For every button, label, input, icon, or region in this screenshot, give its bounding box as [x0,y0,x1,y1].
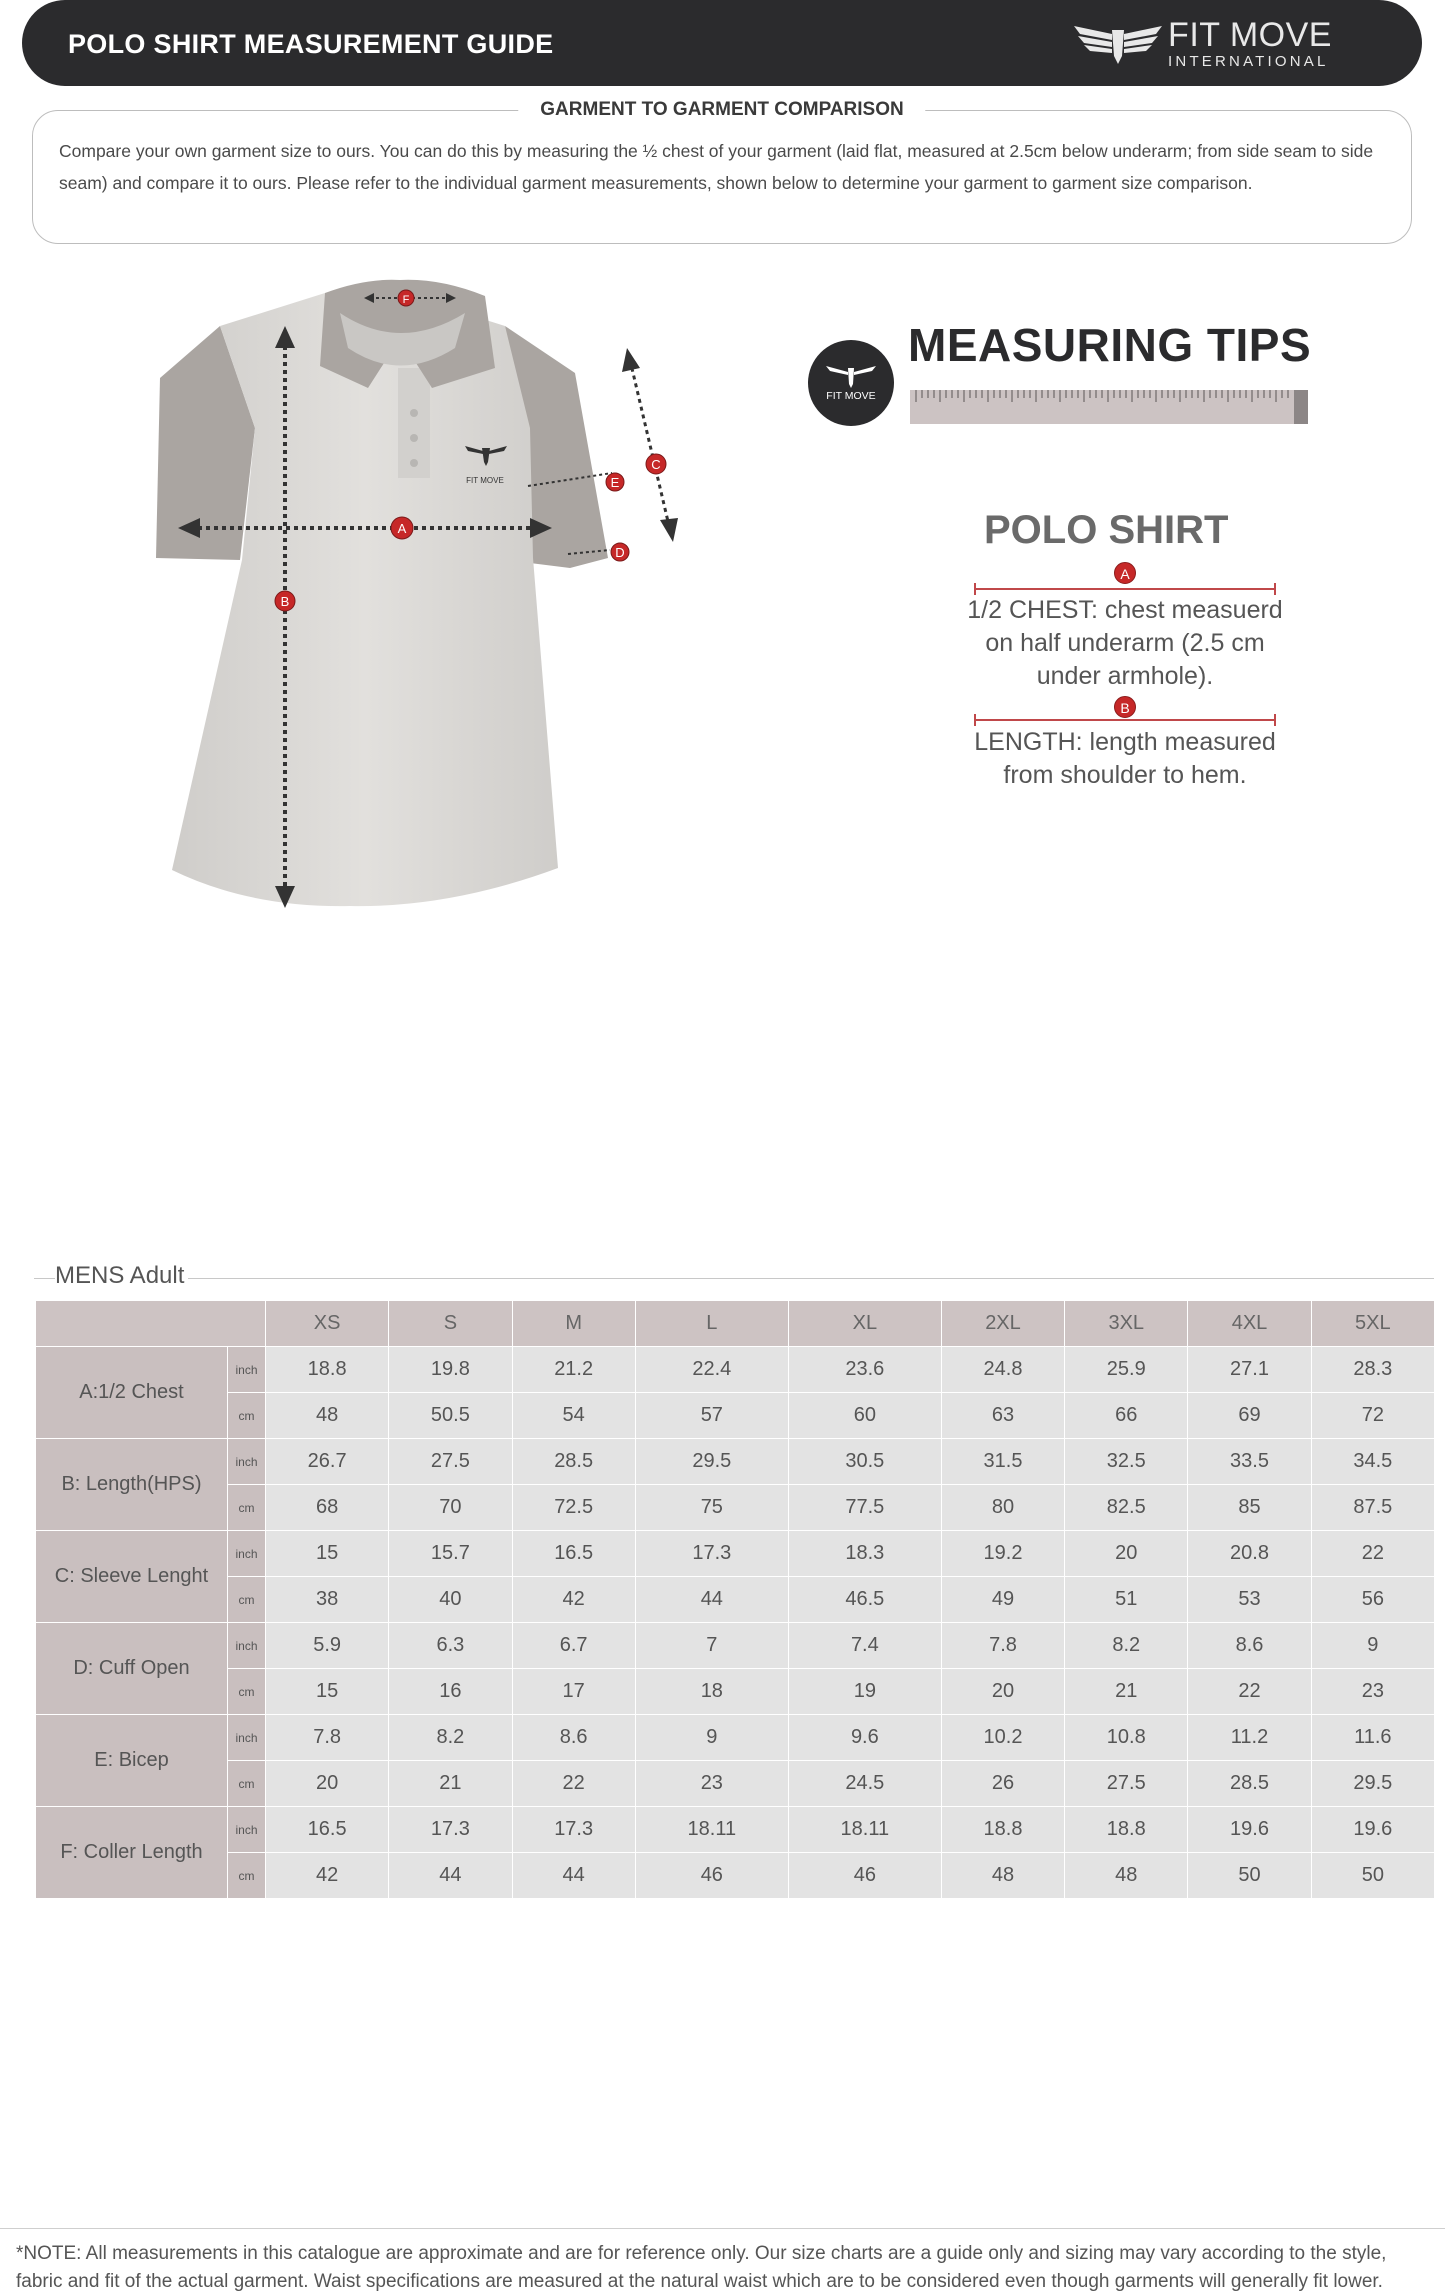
measurement-value: 18.3 [788,1531,941,1577]
marker-e: E [610,475,620,490]
size-header: 2XL [941,1301,1064,1347]
size-header: 4XL [1188,1301,1311,1347]
measurement-value: 87.5 [1311,1485,1434,1531]
measurement-value: 18.11 [788,1807,941,1853]
marker-d: D [615,545,625,560]
table-row [36,1669,1435,1715]
measurement-value: 15 [266,1669,389,1715]
unit-label: inch [228,1531,266,1577]
measurement-value: 27.5 [389,1439,512,1485]
measurement-value: 49 [941,1577,1064,1623]
measurement-value: 48 [941,1853,1064,1899]
unit-label: inch [228,1715,266,1761]
measurement-value: 30.5 [788,1439,941,1485]
measurement-value: 48 [1065,1853,1188,1899]
measurement-label: B: Length(HPS) [36,1439,228,1531]
measurement-value: 8.2 [389,1715,512,1761]
measurement-value: 54 [512,1393,635,1439]
unit-label: inch [228,1623,266,1669]
marker-c: C [651,457,661,472]
unit-label: inch [228,1439,266,1485]
marker-f: F [402,294,410,306]
measurement-value: 63 [941,1393,1064,1439]
measurement-value: 44 [389,1853,512,1899]
measurement-value: 9.6 [788,1715,941,1761]
measurement-label: F: Coller Length [36,1807,228,1899]
measurement-value: 9 [1311,1623,1434,1669]
size-header: XL [788,1301,941,1347]
measurement-value: 50.5 [389,1393,512,1439]
page-title: POLO SHIRT MEASUREMENT GUIDE [68,29,554,59]
measurement-value: 18.8 [1065,1807,1188,1853]
measurement-value: 66 [1065,1393,1188,1439]
measurement-value: 50 [1188,1853,1311,1899]
measurement-value: 24.5 [788,1761,941,1807]
measurement-label: D: Cuff Open [36,1623,228,1715]
measurement-value: 19.6 [1188,1807,1311,1853]
measurement-value: 20 [941,1669,1064,1715]
measurement-value: 82.5 [1065,1485,1188,1531]
size-chart-table [35,1300,1435,1899]
measurement-value: 18.8 [941,1807,1064,1853]
measurement-value: 9 [635,1715,788,1761]
unit-label: inch [228,1807,266,1853]
marker-b: B [280,594,290,609]
measurement-value: 34.5 [1311,1439,1434,1485]
unit-label: cm [228,1393,266,1439]
measurement-value: 28.5 [512,1439,635,1485]
measurement-value: 24.8 [941,1347,1064,1393]
measurement-value: 40 [389,1577,512,1623]
measurement-value: 20.8 [1188,1531,1311,1577]
table-row [36,1715,1435,1761]
measurement-value: 56 [1311,1577,1434,1623]
table-row [36,1623,1435,1669]
measurement-value: 77.5 [788,1485,941,1531]
measurement-value: 25.9 [1065,1347,1188,1393]
measurement-value: 32.5 [1065,1439,1188,1485]
measurement-value: 16 [389,1669,512,1715]
measurement-value: 22 [512,1761,635,1807]
measurement-value: 48 [266,1393,389,1439]
measurement-value: 28.5 [1188,1761,1311,1807]
table-row [36,1761,1435,1807]
measurement-value: 15 [266,1531,389,1577]
measurement-value: 60 [788,1393,941,1439]
unit-label: inch [228,1347,266,1393]
measurement-value: 16.5 [266,1807,389,1853]
measurement-value: 33.5 [1188,1439,1311,1485]
measurement-value: 31.5 [941,1439,1064,1485]
measurement-value: 46.5 [788,1577,941,1623]
tips-logo [808,340,894,426]
measurement-value: 38 [266,1577,389,1623]
measurement-value: 17.3 [635,1531,788,1577]
comparison-title: GARMENT TO GARMENT COMPARISON [518,99,925,121]
table-row [36,1393,1435,1439]
size-header: M [512,1301,635,1347]
measurement-value: 57 [635,1393,788,1439]
unit-label: cm [228,1853,266,1899]
measurement-value: 7.4 [788,1623,941,1669]
tip-divider-a [974,588,1276,590]
measurement-value: 46 [635,1853,788,1899]
measurement-label: C: Sleeve Lenght [36,1531,228,1623]
tip-marker-a: A [1114,562,1136,584]
measurement-value: 18 [635,1669,788,1715]
eagle-logo-icon [808,340,894,426]
tip-text-chest: 1/2 CHEST: chest measuerd on half underarm (2.5 cm under armhole). [967,596,1283,690]
table-header-blank [36,1301,266,1347]
measuring-tips-title: MEASURING TIPS [908,319,1312,371]
measurement-value: 44 [635,1577,788,1623]
measurement-value: 22.4 [635,1347,788,1393]
size-header: 3XL [1065,1301,1188,1347]
measurement-value: 8.6 [512,1715,635,1761]
measurement-value: 72 [1311,1393,1434,1439]
table-row [36,1807,1435,1853]
measurement-value: 23 [635,1761,788,1807]
measurement-value: 21 [389,1761,512,1807]
polo-shirt-heading: POLO SHIRT [984,508,1229,552]
measurement-value: 29.5 [1311,1761,1434,1807]
measurement-value: 68 [266,1485,389,1531]
table-row [36,1347,1435,1393]
measurement-value: 6.7 [512,1623,635,1669]
unit-label: cm [228,1761,266,1807]
measurement-value: 17.3 [389,1807,512,1853]
measurement-value: 18.11 [635,1807,788,1853]
measurement-value: 7.8 [941,1623,1064,1669]
measurement-value: 21 [1065,1669,1188,1715]
table-header-row [36,1301,1435,1347]
measurement-value: 28.3 [1311,1347,1434,1393]
table-row [36,1485,1435,1531]
polo-shirt-diagram [150,268,690,938]
table-row [36,1531,1435,1577]
measurement-value: 29.5 [635,1439,788,1485]
measurement-value: 46 [788,1853,941,1899]
measurement-value: 70 [389,1485,512,1531]
measurement-value: 7.8 [266,1715,389,1761]
measurement-value: 19.8 [389,1347,512,1393]
tip-marker-b: B [1114,696,1136,718]
measurement-value: 19 [788,1669,941,1715]
table-caption: MENS Adult [55,1262,188,1290]
measurement-value: 15.7 [389,1531,512,1577]
table-row [36,1853,1435,1899]
measurement-value: 42 [266,1853,389,1899]
disclaimer-note: *NOTE: All measurements in this catalogue are approximate and are for reference only. Our size charts are a guide only and sizing may vary according to the style, fabric and fit of the actual garment. Waist specifications are measured at the natural waist which are to be considered even though garments will generally fit lower. [16,2243,1387,2292]
measurement-value: 18.8 [266,1347,389,1393]
size-header: XS [266,1301,389,1347]
ruler-icon [910,390,1308,424]
measurement-value: 8.6 [1188,1623,1311,1669]
eagle-logo-icon [1072,20,1164,66]
size-header: 5XL [1311,1301,1434,1347]
measurement-value: 20 [1065,1531,1188,1577]
measurement-value: 53 [1188,1577,1311,1623]
measurement-value: 17.3 [512,1807,635,1853]
tips-logo-text: FIT MOVE [826,390,876,402]
tip-divider-b [974,719,1276,721]
measurement-value: 26.7 [266,1439,389,1485]
unit-label: cm [228,1485,266,1531]
measurement-value: 26 [941,1761,1064,1807]
measurement-value: 11.2 [1188,1715,1311,1761]
measurement-value: 10.8 [1065,1715,1188,1761]
size-header: S [389,1301,512,1347]
svg-text:FIT MOVE: FIT MOVE [466,476,504,485]
table-row [36,1577,1435,1623]
page-header [22,0,1422,86]
table-row [36,1439,1435,1485]
measurement-value: 11.6 [1311,1715,1434,1761]
brand-logo [1072,15,1332,70]
measurement-value: 50 [1311,1853,1434,1899]
measurement-value: 19.2 [941,1531,1064,1577]
measurement-value: 22 [1311,1531,1434,1577]
brand-subtitle: INTERNATIONAL [1168,52,1329,70]
tip-text-length: LENGTH: length measured from shoulder to hem. [974,728,1276,789]
measurement-value: 72.5 [512,1485,635,1531]
measurement-value: 75 [635,1485,788,1531]
measurement-value: 10.2 [941,1715,1064,1761]
marker-a: A [397,521,407,536]
measurement-label: A:1/2 Chest [36,1347,228,1439]
size-header: L [635,1301,788,1347]
measurement-value: 19.6 [1311,1807,1434,1853]
measurement-value: 51 [1065,1577,1188,1623]
garment-comparison-box [32,99,1412,244]
measurement-value: 69 [1188,1393,1311,1439]
measurement-value: 23 [1311,1669,1434,1715]
measurement-value: 20 [266,1761,389,1807]
measurement-value: 85 [1188,1485,1311,1531]
note-divider [0,2228,1445,2229]
measurement-value: 17 [512,1669,635,1715]
comparison-text: Compare your own garment size to ours. You can do this by measuring the ½ chest of your garment (laid flat, measured at 2.5cm below underarm; from side seam to side seam) and compare it to ours. Please refer to the individual garment measurements, shown below to determine your garment to garment size comparison. [59,141,1374,193]
unit-label: cm [228,1669,266,1715]
measurement-value: 27.1 [1188,1347,1311,1393]
measurement-value: 42 [512,1577,635,1623]
measurement-value: 23.6 [788,1347,941,1393]
measurement-value: 16.5 [512,1531,635,1577]
measurement-value: 80 [941,1485,1064,1531]
measurement-value: 21.2 [512,1347,635,1393]
measurement-value: 22 [1188,1669,1311,1715]
measurement-value: 7 [635,1623,788,1669]
measurement-value: 6.3 [389,1623,512,1669]
caption-rule [34,1278,1434,1279]
measurement-value: 8.2 [1065,1623,1188,1669]
measurement-value: 27.5 [1065,1761,1188,1807]
measurement-label: E: Bicep [36,1715,228,1807]
unit-label: cm [228,1577,266,1623]
measurement-value: 44 [512,1853,635,1899]
measurement-value: 5.9 [266,1623,389,1669]
brand-name: FIT MOVE [1168,15,1332,54]
